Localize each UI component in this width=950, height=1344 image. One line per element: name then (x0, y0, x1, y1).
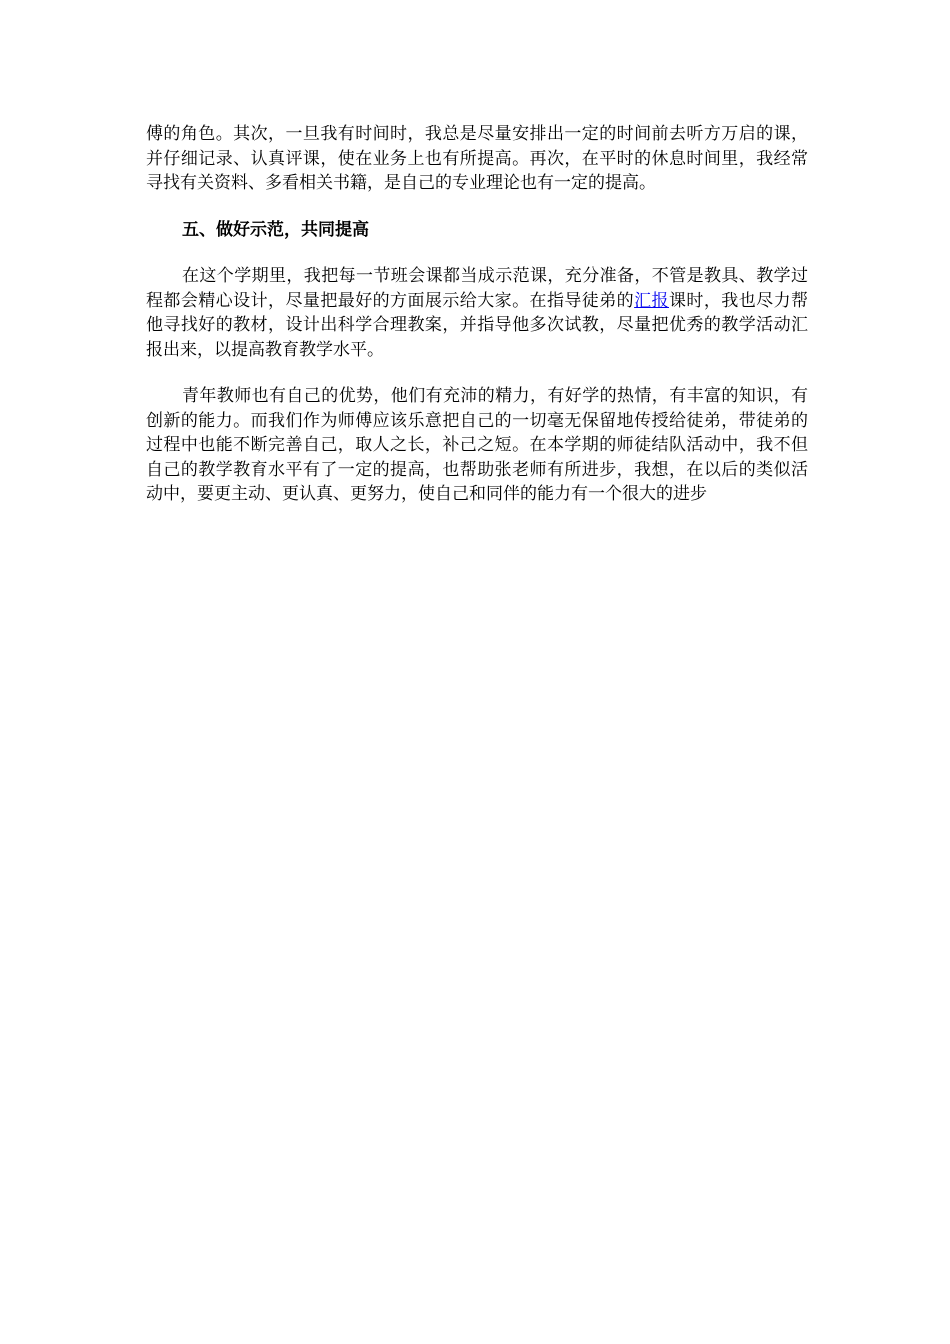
paragraph-demonstration-text-end: 课时，我也尽力帮他寻找好的教材，设计出科学合理教案，并指导他多次试教，尽量把优秀的教学活动汇报出来，以提高教育教学水平。 (146, 290, 809, 360)
paragraph-young-teachers: 青年教师也有自己的优势，他们有充沛的精力，有好学的热情，有丰富的知识，有创新的能力。而我们作为师傅应该乐意把自己的一切毫无保留地传授给徒弟，带徒弟的过程中也能不断完善自己，取人之长，补己之短。在本学期的师徒结队活动中，我不但自己的教学教育水平有了一定的提高，也帮助张老师有所进步，我想，在以后的类似活动中，要更主动、更认真、更努力，使自己和同伴的能力有一个很大的进步 (146, 386, 808, 504)
paragraph-demonstration (146, 264, 808, 362)
paragraph-continuation: 傅的角色。其次，一旦我有时间时，我总是尽量安排出一定的时间前去听方万启的课，并仔细记录、认真评课，使在业务上也有所提高。再次，在平时的休息时间里，我经常寻找有关资料、多看相关书籍，是自己的专业理论也有一定的提高。 (146, 124, 808, 193)
report-link[interactable]: 汇报 (634, 290, 669, 311)
document-body (146, 122, 808, 529)
paragraph-demonstration-text-start: 在这个学期里，我把每一节班会课都当成示范课，充分准备，不管是教具、教学过程都会精心设计，尽量把最好的方面展示给大家。在指导徒弟的 (146, 266, 808, 311)
section-heading-5: 五、做好示范，共同提高 (182, 219, 369, 240)
